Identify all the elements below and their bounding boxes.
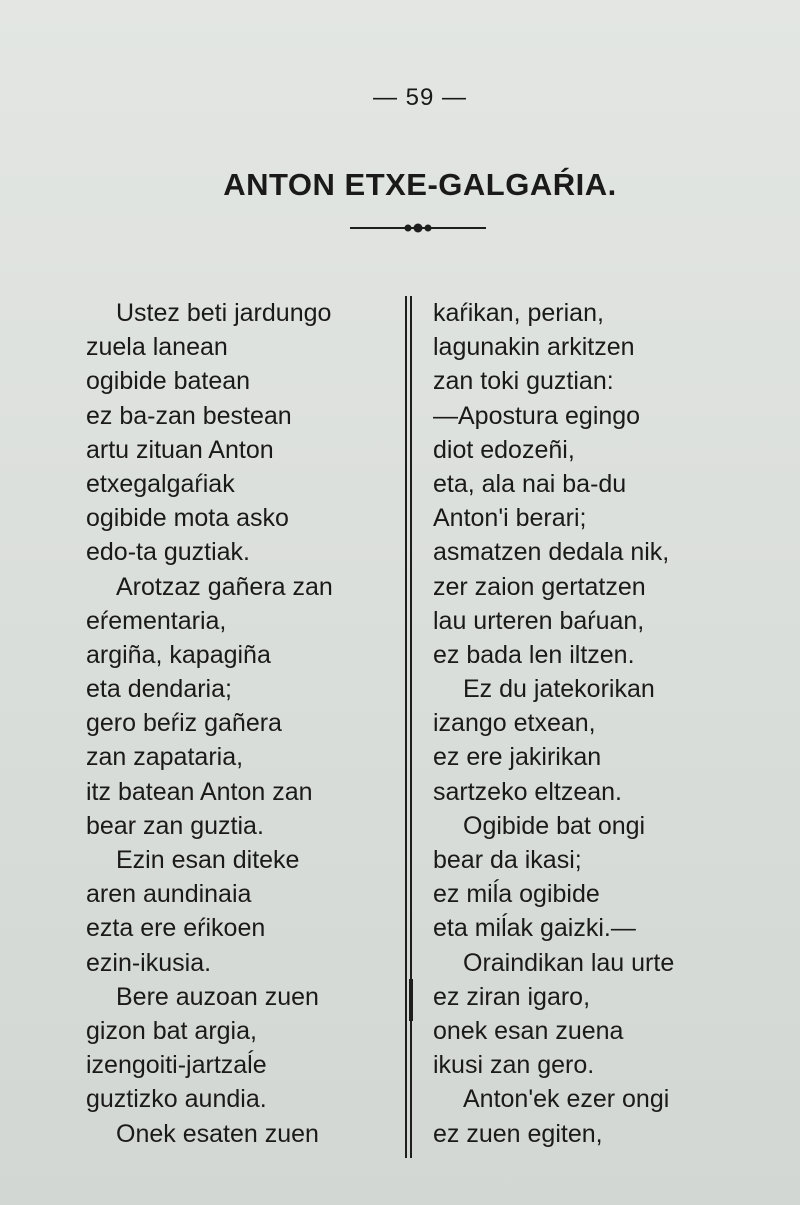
verse-line: eta miĺak gaizki.— [433,914,636,943]
verse-line: gero beŕiz gañera [86,709,282,738]
verse-line: Bere auzoan zuen [116,982,319,1011]
title-ornament [350,221,486,235]
verse-line: eta, ala nai ba-du [433,469,627,498]
verse-line: eta dendaria; [86,675,232,704]
verse-line: onek esan zuena [433,1016,624,1045]
verse-line: aren aundinaia [86,880,252,909]
verse-line: diot edozeñi, [433,435,575,464]
verse-line: zer zaion gertatzen [433,572,646,601]
verse-line: Ogibide bat ongi [463,811,646,840]
verse-line: Ezin esan diteke [116,846,300,874]
verse-line: izango etxean, [433,709,596,738]
verse-line: ikusi zan gero. [433,1051,595,1080]
verse-line: ezin-ikusia. [86,948,212,977]
verse-line: ezta ere eŕikoen [86,914,266,943]
verse-line: Anton'i berari; [433,504,587,533]
verse-line: artu zituan Anton [86,435,274,464]
verse-line: Ustez beti jardungo [116,299,332,327]
verse-line: guztizko aundia. [86,1085,267,1114]
verse-line: ez miĺa ogibide [433,880,600,909]
verse-line: bear zan guztia. [86,811,264,840]
verse-line: zuela lanean [86,333,228,362]
left-column [86,296,416,1151]
verse-line: ez zuen egiten, [433,1119,603,1148]
verse-line: itz batean Anton zan [86,777,313,806]
verse-line: ogibide batean [86,367,251,396]
verse-line: bear da ikasi; [433,846,582,874]
verse-line: lau urteren baŕuan, [433,606,645,635]
verse-line: etxegalgaŕiak [86,469,235,498]
verse-line: —Apostura egingo [433,401,641,430]
verse-line: ogibide mota asko [86,504,289,533]
verse-line: asmatzen dedala nik, [433,538,670,567]
verse-line: gizon bat argia, [86,1016,257,1045]
verse-line: kaŕikan, perian, [433,299,604,327]
verse-line: eŕementaria, [86,606,227,635]
poem-title: ANTON ETXE-GALGAŔIA. [223,167,617,202]
verse-line: Oraindikan lau urte [463,948,675,977]
verse-line: ez ere jakirikan [433,743,602,772]
verse-line: zan toki guztian: [433,367,614,396]
verse-line: ez bada len iltzen. [433,640,635,669]
verse-line: ez ba-zan bestean [86,401,292,430]
verse-line: argiña, kapagiña [86,640,271,669]
column-divider-rule [405,296,415,1158]
verse-line: Arotzaz gañera zan [116,572,333,601]
verse-line: lagunakin arkitzen [433,333,635,362]
right-column [433,296,763,1151]
verse-line: zan zapataria, [86,743,244,772]
verse-line: edo-ta guztiak. [86,538,250,567]
verse-line: Ez du jatekorikan [463,675,655,704]
verse-line: Anton'ek ezer ongi [463,1085,670,1114]
page-number: — 59 — [372,84,468,111]
verse-line: ez ziran igaro, [433,982,591,1011]
verse-line: sartzeko eltzean. [433,777,622,806]
verse-line: izengoiti-jartzaĺe [86,1051,267,1080]
verse-line: Onek esaten zuen [116,1119,319,1148]
